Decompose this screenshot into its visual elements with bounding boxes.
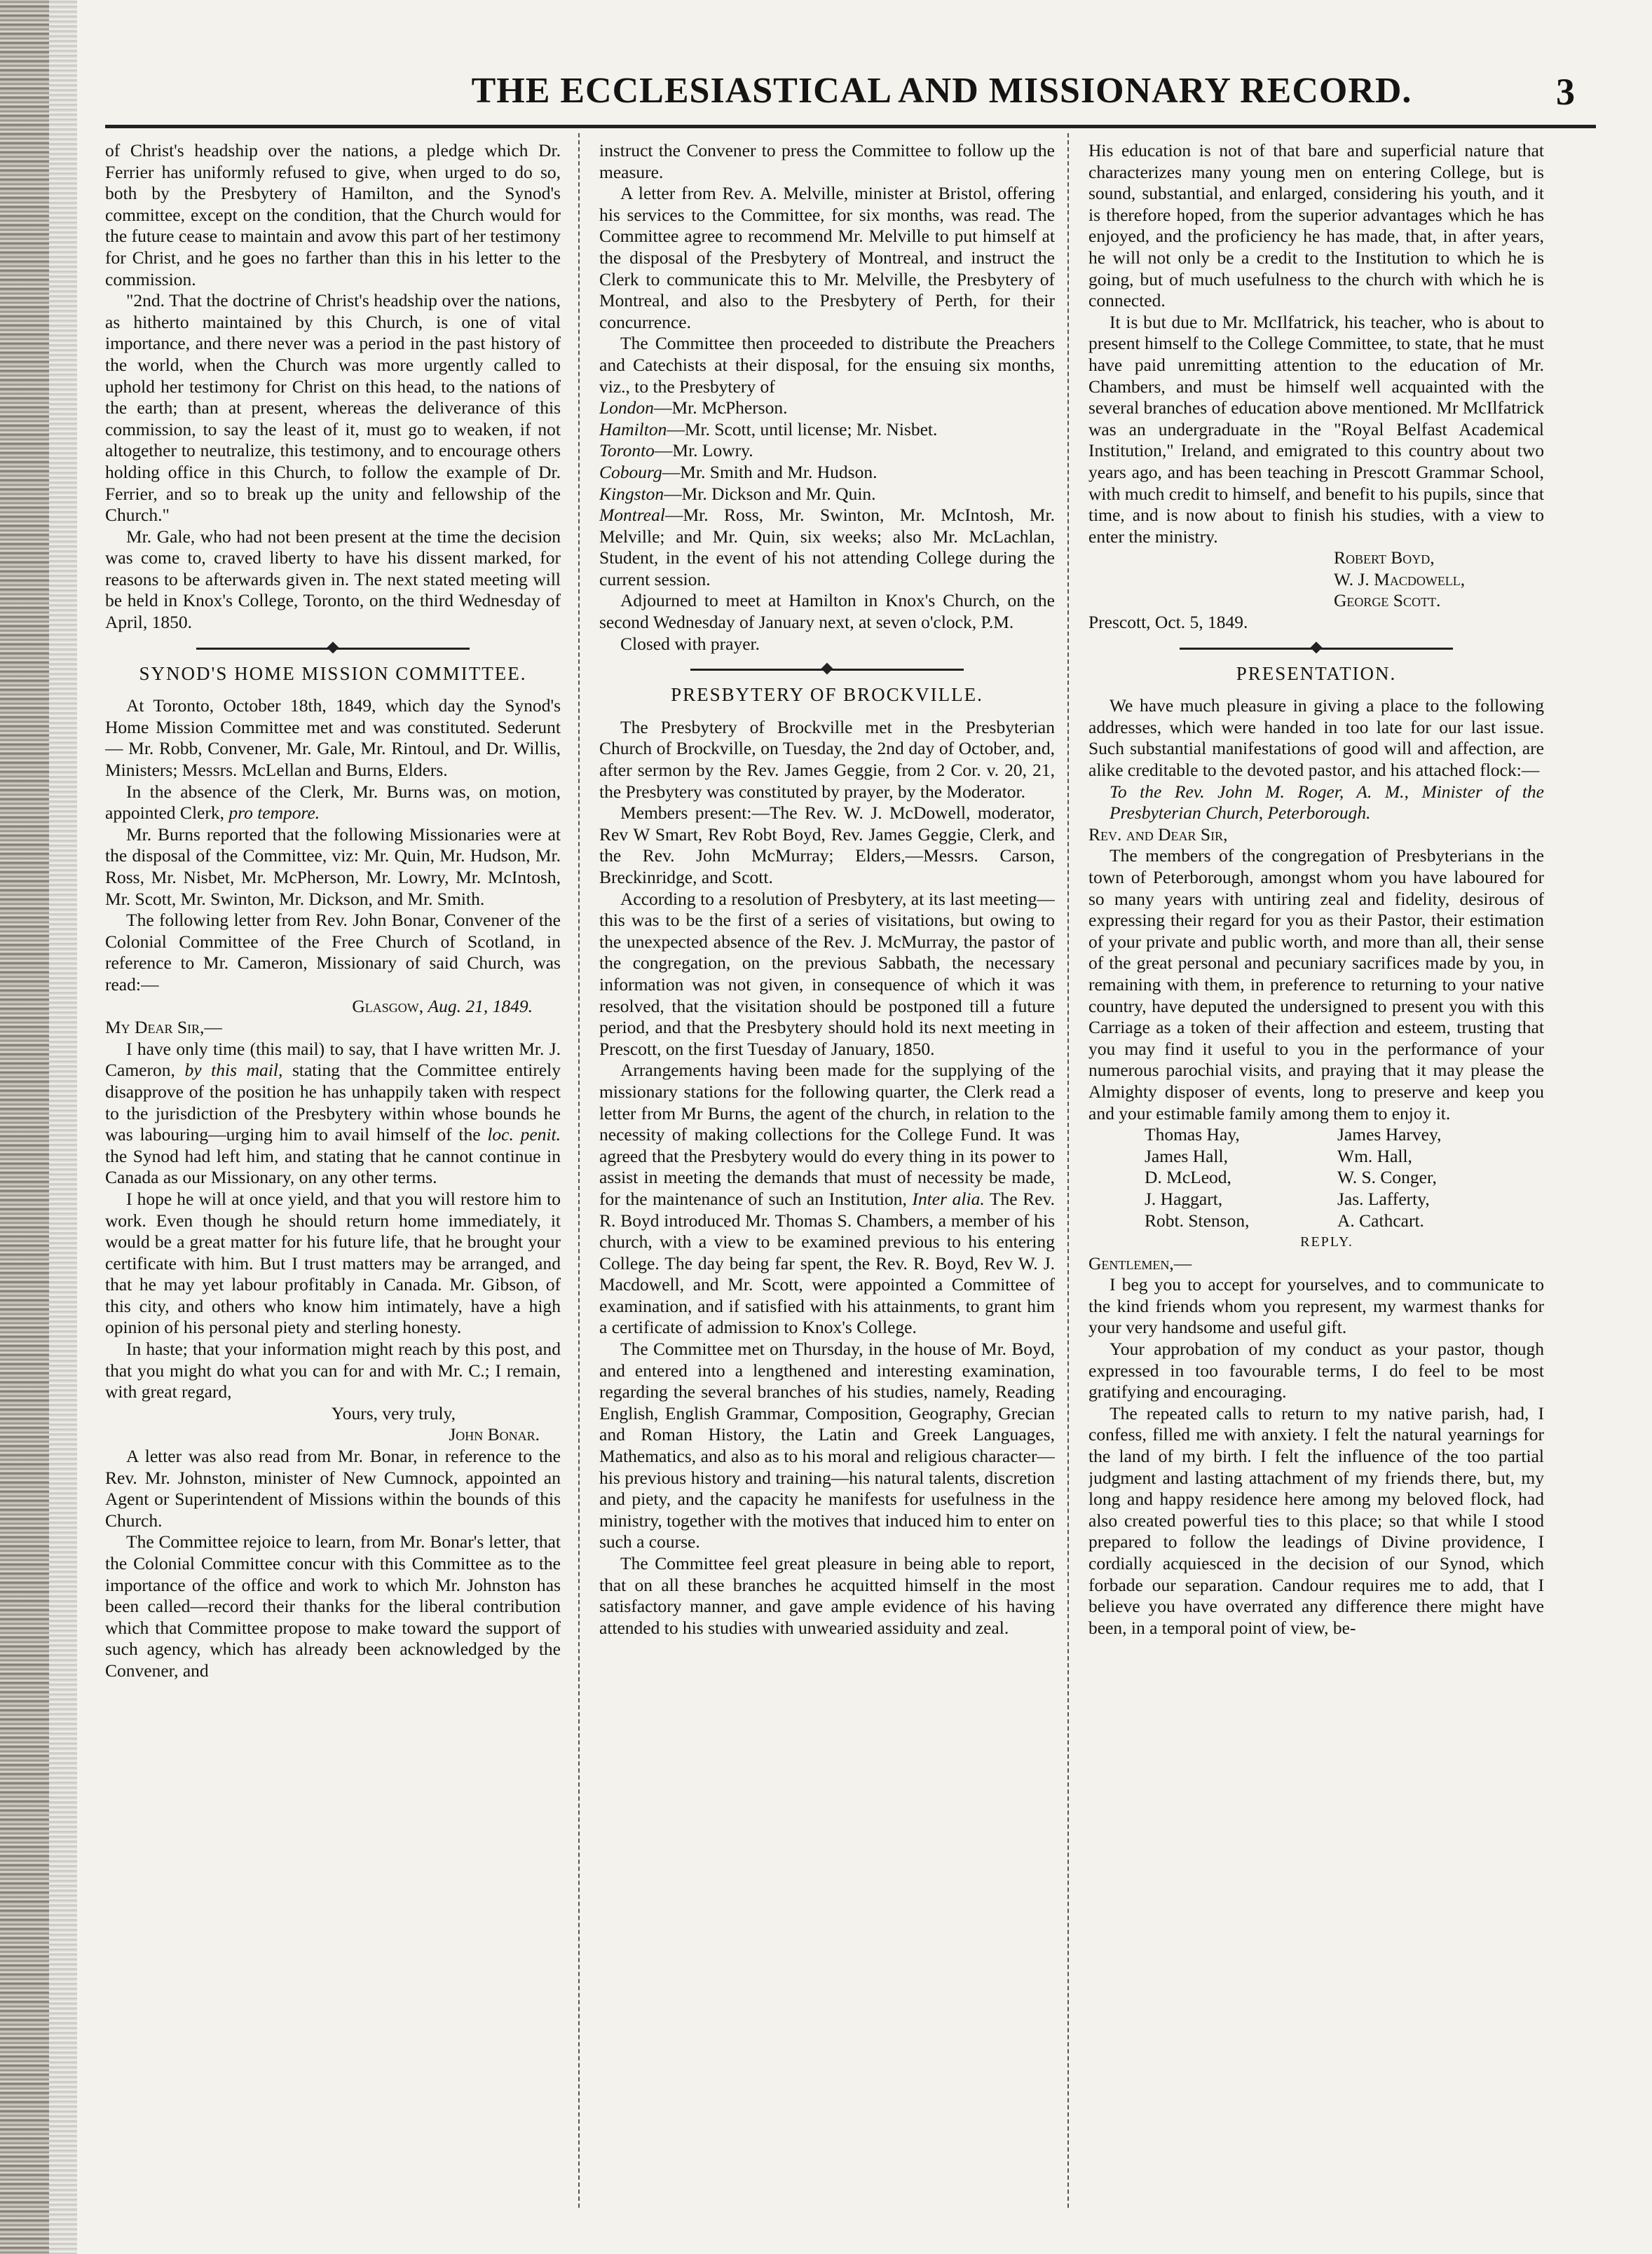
letter-dateline: [105, 996, 561, 1018]
paragraph: We have much pleasure in giving a place to the following addresses, which were handed in too late for our last issue. Such substantial manifestations of good will and affection, are alike creditable to the devoted pastor, and his attached flock:—: [1088, 695, 1544, 781]
publication-title: THE ECCLESIASTICAL AND MISSIONARY RECORD.: [471, 71, 1412, 111]
paragraph: Mr. Burns reported that the following Missionaries were at the disposal of the Committee, viz: Mr. Quin, Mr. Hudson, Mr. Ross, Mr. Nisbet, Mr. McPherson, Mr. Lowry, Mr. McIntosh, Mr. Scott, Mr. Swinton, Mr. Dickson, and Mr. Smith.: [105, 824, 561, 909]
dateline-place: Glasgow,: [352, 995, 424, 1016]
paragraph: The repeated calls to return to my native parish, had, I confess, filled me with anxiety. I felt the natural yearnings for the land of my birth. I felt the influence of the too partial judgment and lasting attachment of my friends there, but, my long and happy residence here among my beloved flock, had also created powerful ties to this place; so that while I stood prepared to follow the leadings of Divine providence, I cordially acquiesced in the decision of our Synod, which forbade our separation. Candour requires me to add, that I believe you have overrated any difference there might have been, in a temporal point of view, be-: [1088, 1402, 1544, 1638]
column-rule: [578, 133, 580, 2208]
reply-heading: REPLY.: [1300, 1234, 1353, 1250]
signatory-name: Robt. Stenson,: [1145, 1210, 1250, 1231]
section-heading: SYNOD'S HOME MISSION COMMITTEE.: [139, 662, 527, 684]
page-number: 3: [1556, 71, 1575, 113]
distribution-item: [599, 397, 1055, 419]
paragraph: of Christ's headship over the nations, a pledge which Dr. Ferrier has uniformly refused to give, when urged to do so, both by the Presbytery of Hamilton, and the Synod's committee, except on the condition, that the Church would for the future cease to maintain and avow this part of her testimony for Christ, and he goes no farther than this in his letter to the commission.: [105, 140, 561, 289]
reply-salutation: Gentlemen,—: [1088, 1252, 1192, 1273]
report-signatory: W. J. Macdowell,: [1334, 568, 1466, 589]
paragraph: A letter was also read from Mr. Bonar, in reference to the Rev. Mr. Johnston, minister of New Cumnock, appointed an Agent or Superintendent of Missions within the bounds of this Church.: [105, 1446, 561, 1531]
paragraph: According to a resolution of Presbytery, at its last meeting—this was to be the first of a series of visitations, but owing to the unexpected absence of the Rev. J. McMurray, the pastor of the congregation, on the previous Sabbath, the necessary information was not given, in consequence of which it was resolved, that the visitation should be postponed till a future period, and that the Presbytery should hold its next meeting in Prescott, on the first Tuesday of January, 1850.: [599, 888, 1055, 1059]
presbytery-name: Hamilton: [599, 418, 667, 439]
paragraph: [105, 1039, 561, 1189]
dateline-date: Aug. 21, 1849.: [428, 995, 533, 1016]
italic-text: Inter alia.: [912, 1188, 985, 1209]
section-divider: [105, 643, 561, 653]
paragraph: I hope he will at once yield, and that you will restore him to work. Even though he should return home immediately, it would be a great matter for his future life, that he brought your certificate with him. But I trust matters may be arranged, and that he may yet labour profitably in Canada. Mr. Gibson, of this city, and others who know him intimately, have a high opinion of his personal piety and sterling honesty.: [105, 1188, 561, 1338]
presbytery-name: Toronto: [599, 440, 655, 461]
report-signatory: Robert Boyd,: [1334, 547, 1435, 568]
paragraph: The following letter from Rev. John Bonar, Convener of the Colonial Committee of the Free Church of Scotland, in reference to Mr. Cameron, Missionary of said Church, was read:—: [105, 910, 561, 995]
signatory-name: A. Cathcart.: [1337, 1210, 1424, 1231]
paragraph: Closed with prayer.: [620, 633, 760, 654]
italic-text: by this mail,: [184, 1060, 283, 1081]
column-1: [105, 140, 561, 2215]
section-heading: PRESENTATION.: [1236, 662, 1397, 684]
paragraph: In haste; that your information might reach by this post, and that you might do what you can for and with Mr. C.; I remain, with great regard,: [105, 1339, 561, 1402]
distribution-item: [599, 462, 1055, 484]
header-rule: [105, 125, 1596, 128]
presbytery-name: Cobourg: [599, 461, 662, 482]
signatory-name: Thomas Hay,: [1145, 1124, 1240, 1145]
signatory-name: J. Haggart,: [1145, 1188, 1223, 1209]
section-divider: [1088, 643, 1544, 653]
text-span: the Synod had left him, and stating that he cannot continue in Canada as our Missionary, on any other terms.: [105, 1145, 561, 1188]
signatory-name: James Hall,: [1145, 1145, 1228, 1166]
distribution-item: [599, 505, 1055, 590]
distribution-item: [599, 484, 1055, 505]
signatory-name: D. McLeod,: [1145, 1167, 1231, 1188]
text-span: In the absence of the Clerk, Mr. Burns was, on motion, appointed Clerk,: [105, 781, 561, 824]
paragraph: I beg you to accept for yourselves, and to communicate to the kind friends whom you represent, my warmest thanks for your very handsome and useful gift.: [1088, 1274, 1544, 1338]
section-divider: [599, 664, 1055, 674]
assigned-names: —Mr. Scott, until license; Mr. Nisbet.: [667, 418, 938, 439]
paragraph: His education is not of that bare and superficial nature that characterizes many young men on entering College, but is sound, substantial, and enlarged, considering his youth, and it is therefore hoped, from the superior advantages which he has enjoyed, and the proficiency he has made, that, in after years, he will not only be a credit to the Institution to which he is going, but of much usefulness to the church with which he is connected.: [1088, 140, 1544, 311]
paragraph: The Presbytery of Brockville met in the Presbyterian Church of Brockville, on Tuesday, the 2nd day of October, and, after sermon by the Rev. James Geggie, from 2 Cor. v. 20, 21, the Presbytery was constituted by prayer, by the Moderator.: [599, 716, 1055, 802]
signatory-name: James Harvey,: [1337, 1124, 1442, 1145]
section-heading: PRESBYTERY OF BROCKVILLE.: [671, 684, 983, 706]
distribution-item: [599, 440, 1055, 462]
paragraph: [599, 1060, 1055, 1339]
signatory-name: Jas. Lafferty,: [1337, 1188, 1430, 1209]
paragraph: A letter from Rev. A. Melville, minister at Bristol, offering his services to the Committee, for six months, was read. The Committee agree to recommend Mr. Melville to put himself at the disposal of the Presbytery of Montreal, and instruct the Clerk to communicate this to Mr. Melville, the Presbytery of Montreal, and also to the Presbytery of Perth, for their concurrence.: [599, 183, 1055, 332]
paragraph: Your approbation of my conduct as your pastor, though expressed in too favourable terms, I do feel to be most gratifying and encouraging.: [1088, 1339, 1544, 1402]
paragraph: At Toronto, October 18th, 1849, which day the Synod's Home Mission Committee met and was constituted. Sederunt — Mr. Robb, Convener, Mr. Gale, Mr. Rintoul, and Dr. Willis, Ministers; Messrs. McLellan and Burns, Elders.: [105, 695, 561, 781]
address-salutation: Rev. and Dear Sir,: [1088, 824, 1228, 845]
signatory-name: Wm. Hall,: [1337, 1145, 1412, 1166]
assigned-names: —Mr. Lowry.: [654, 440, 753, 461]
presbytery-name: London: [599, 397, 654, 418]
letter-signature: John Bonar.: [449, 1424, 540, 1445]
paragraph: Members present:—The Rev. W. J. McDowell, moderator, Rev W Smart, Rev Robt Boyd, Rev. James Geggie, Clerk, and the Rev. John McMurray; Elders,—Messrs. Carson, Breckinridge, and Scott.: [599, 802, 1055, 887]
signatory-name: W. S. Conger,: [1337, 1167, 1437, 1188]
paragraph: [105, 781, 561, 824]
paragraph: The Committee rejoice to learn, from Mr. Bonar's letter, that the Colonial Committee concur with this Committee as to the importance of the office and work to which Mr. Johnston has been called—record their thanks for the liberal contribution which that Committee propose to make toward the support of such agency, which has already been acknowledged by the Convener, and: [105, 1531, 561, 1681]
assigned-names: —Mr. Ross, Mr. Swinton, Mr. McIntosh, Mr. Melville; and Mr. Quin, six weeks; also Mr. McLachlan, Student, in the event of his not attending College during the current session.: [599, 505, 1055, 589]
text-span: I have only time (this mail) to say, that I have written Mr. J. Cameron,: [105, 1038, 561, 1081]
presbytery-name: Montreal: [599, 505, 665, 526]
text-span: The Rev. R. Boyd introduced Mr. Thomas S. Chambers, a member of his church, with a view to be examined previous to his entering College. The day being far spent, the Rev. R. Boyd, Rev W. J. Macdowell, and Mr. Scott, were appointed a Committee of examination, and if satisfied with his attainments, to grant him a certificate of admission to Knox's College.: [599, 1188, 1055, 1338]
binding-shadow: [49, 0, 77, 2254]
presbytery-name: Kingston: [599, 483, 664, 504]
text-span: stating that the Committee entirely disapprove of the position he has unhappily taken with respect to the jurisdiction of the Presbytery within whose bounds he was labouring—urging him to avail himself of the: [105, 1060, 561, 1145]
paragraph: The Committee then proceeded to distribute the Preachers and Catechists at their disposal, for the ensuing six months, viz., to the Presbytery of: [599, 333, 1055, 397]
assigned-names: —Mr. McPherson.: [653, 397, 788, 418]
paragraph: Mr. Gale, who had not been present at the time the decision was come to, craved liberty to have his dissent marked, for reasons to be afterwards given in. The next stated meeting will be held in Knox's College, Toronto, on the third Wednesday of April, 1850.: [105, 526, 561, 633]
paragraph: "2nd. That the doctrine of Christ's headship over the nations, as hitherto maintained by this Church, is one of vital importance, and there never was a period in the past history of the world, when the Church was more urgently called to uphold her testimony for Christ on this head, to the nations of the earth; than at present, whereas the deliverance of this commission, to say the least of it, must go to weaken, if not altogether to neutralize, this testimony, and to encourage others holding office in this Church, to follow the example of Dr. Ferrier, and so to break up the unity and fellowship of the Church.": [105, 290, 561, 526]
column-rule: [1067, 133, 1069, 2208]
text-span: Arrangements having been made for the supplying of the missionary stations for the following quarter, the Clerk read a letter from Mr Burns, the agent of the church, in relation to the necessity of making collections for the College Fund. It was agreed that the Presbytery would do every thing in its power to assist in meeting the demands that must of necessity be made, for the maintenance of such an Institution,: [599, 1060, 1055, 1209]
running-head: [105, 70, 1596, 126]
distribution-item: [599, 419, 1055, 441]
report-signatory: George Scott.: [1334, 590, 1441, 611]
letter-salutation: My Dear Sir,—: [105, 1017, 222, 1038]
italic-text: pro tempore.: [228, 802, 320, 824]
paragraph: Adjourned to meet at Hamilton in Knox's Church, on the second Wednesday of January next, at seven o'clock, P.M.: [599, 590, 1055, 633]
column-2: [599, 140, 1055, 2215]
paragraph: It is but due to Mr. McIlfatrick, his teacher, who is about to present himself to the College Committee, to state, that he must have paid unremitting attention to the education of Mr. Chambers, and must be himself well acquainted with the several branches of education above mentioned. Mr McIlfatrick was an undergraduate in the "Royal Belfast Academical Institution," Ireland, and emigrated to this country about two years ago, and has been teaching in Prescott Grammar School, with much credit to himself, and benefit to his pupils, since that time, and is now about to finish his studies, with a view to enter the ministry.: [1088, 311, 1544, 547]
report-dateline: Prescott, Oct. 5, 1849.: [1088, 612, 1248, 633]
paragraph: The Committee met on Thursday, in the house of Mr. Boyd, and entered into a lengthened and interesting examination, regarding the several branches of his studies, namely, Reading English, English Grammar, Composition, Geography, Grecian and Roman History, the Latin and Greek Languages, Mathematics, and also as to his moral and religious character—his previous history and training—his natural talents, discretion and piety, and the capacity he manifests for usefulness in the ministry, together with the motives that induced him to enter on such a course.: [599, 1339, 1055, 1552]
letter-closing: Yours, very truly,: [331, 1402, 456, 1423]
italic-text: loc. penit.: [487, 1124, 561, 1145]
paragraph: instruct the Convener to press the Committee to follow up the measure.: [599, 140, 1055, 182]
paragraph: The Committee feel great pleasure in being able to report, that on all these branches he acquitted himself in the most satisfactory manner, and gave ample evidence of his having attended to his studies with unwearied assiduity and zeal.: [599, 1553, 1055, 1638]
signatory-list: [1088, 1124, 1544, 1231]
column-3: [1088, 140, 1544, 2215]
binding-edge: [0, 0, 49, 2254]
paragraph: The members of the congregation of Presbyterians in the town of Peterborough, amongst whom you have laboured for so many years with untiring zeal and fidelity, desirous of expressing their regard for you as their Pastor, their estimation of your private and public worth, and more than all, their sense of the great personal and pecuniary sacrifices made by you, in remaining with them, in preference to returning to your native country, have deputed the undersigned to present you with this Carriage as a token of their affection and esteem, trusting that you may find it useful to you in the performance of your numerous parochial visits, and praying that it may please the Almighty disposer of events, long to preserve and keep you and your estimable family among them to enjoy it.: [1088, 845, 1544, 1123]
assigned-names: —Mr. Dickson and Mr. Quin.: [664, 483, 876, 504]
address-recipient: To the Rev. John M. Roger, A. M., Minister of the Presbyterian Church, Peterborough.: [1110, 781, 1544, 824]
assigned-names: —Mr. Smith and Mr. Hudson.: [662, 461, 878, 482]
